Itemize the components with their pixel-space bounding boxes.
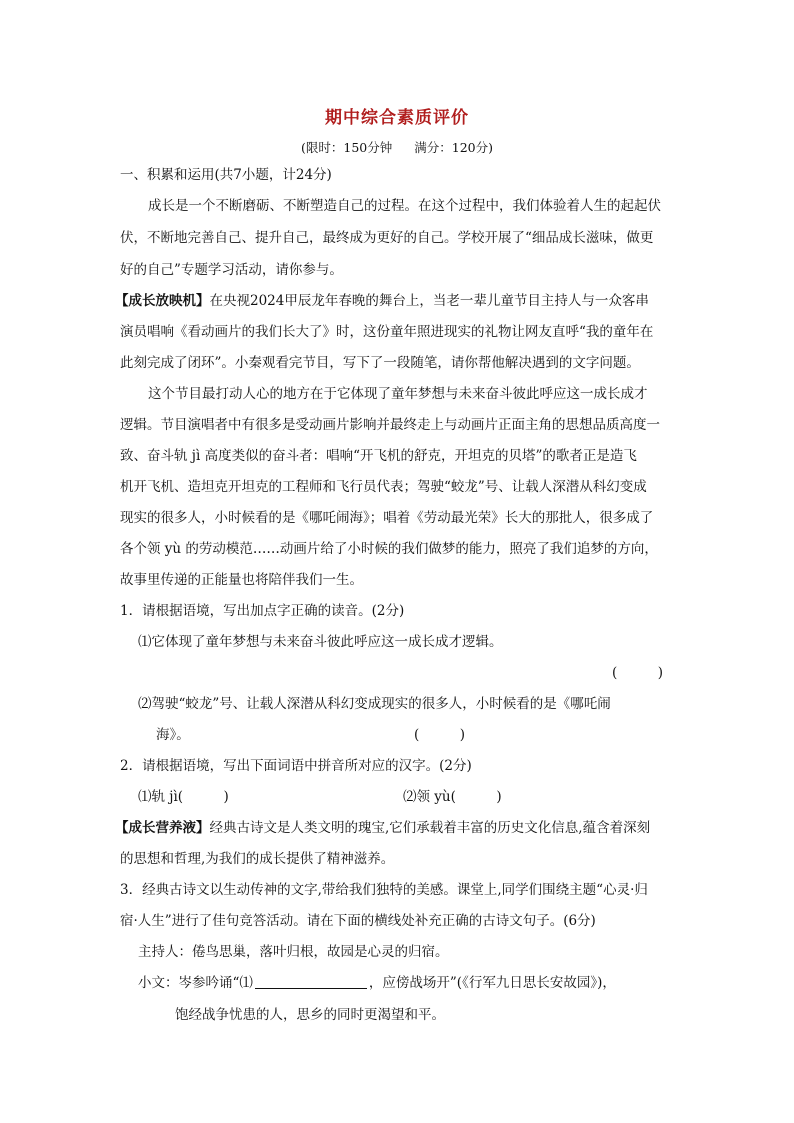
intro-line: 伏，不断地完善自己、提升自己，最终成为更好的自己。学校开展了“细品成长滋味，做更 xyxy=(120,230,654,246)
nutrient-paragraph xyxy=(115,818,675,838)
xiaowen-line xyxy=(138,973,698,993)
nutrient-line: 经典古诗文是人类文明的瑰宝,它们承载着丰富的历史文化信息,蕴含着深刻 xyxy=(209,820,651,836)
question-2-stem: 2．请根据语境，写出下面词语中拼音所对应的汉字。(2分) xyxy=(120,758,472,774)
full-score: 满分：120分) xyxy=(414,140,493,155)
essay-line: 各个领 yù 的劳动模范……动画片给了小时候的我们做梦的能力，照亮了我们追梦的方向， xyxy=(120,541,658,557)
question-2-item-2[interactable]: ⑵领 yù( ) xyxy=(403,789,502,805)
question-1-item-1: ⑴它体现了童年梦想与未来奋斗彼此呼应这一成长成才逻辑。 xyxy=(138,634,503,650)
time-limit: (限时：150分钟 xyxy=(301,140,393,155)
intro-line: 成长是一个不断磨砺、不断塑造自己的过程。在这个过程中，我们体验着人生的起起伏 xyxy=(148,198,661,214)
question-3-stem: 3．经典古诗文以生动传神的文字,带给我们独特的美感。课堂上,同学们围绕主题“心灵·归 xyxy=(120,882,648,898)
question-1-stem: 1．请根据语境，写出加点字正确的读音。(2分) xyxy=(120,603,405,619)
essay-line: 这个节目最打动人心的地方在于它体现了童年梦想与未来奋斗彼此呼应这一成长成才 xyxy=(148,386,648,402)
answer-paren[interactable]: ( ) xyxy=(414,727,466,743)
nutrient-label: 【成长营养液】 xyxy=(115,820,210,836)
film-line: 此刻完成了闭环”。小秦观看完节目，写下了一段随笔，请你帮他解决遇到的文字问题。 xyxy=(120,355,640,371)
xiaowen-prefix: 小文：岑参吟诵“⑴ xyxy=(138,975,253,991)
answer-blank[interactable] xyxy=(255,974,367,989)
host-line: 主持人：倦鸟思巢，落叶归根，故园是心灵的归宿。 xyxy=(138,944,449,960)
question-1-item-2-cont: 海》。 xyxy=(156,727,190,743)
essay-line: 故事里传递的正能量也将陪伴我们一生。 xyxy=(120,572,363,588)
film-label: 【成长放映机】 xyxy=(115,293,210,309)
xiaowen-suffix: ，应傍战场开”(《行军九日思长安故园》)， xyxy=(368,975,616,991)
question-2-item-1[interactable]: ⑴轨 jì( ) xyxy=(138,789,229,805)
film-paragraph xyxy=(115,291,675,311)
question-1-item-2: ⑵驾驶“蛟龙”号、让载人深潜从科幻变成现实的很多人，小时候看的是《哪吒闹 xyxy=(138,696,611,712)
essay-line: 逻辑。节目演唱者中有很多是受动画片影响并最终走上与动画片正面主角的思想品质高度一 xyxy=(120,417,660,433)
exam-info xyxy=(0,138,794,156)
essay-line: 机开飞机、造坦克开坦克的工程师和飞行员代表；驾驶“蛟龙”号、让载人深潜从科幻变成 xyxy=(120,479,647,495)
essay-line: 致、奋斗轨 jì 高度类似的奋斗者：唱响“开飞机的舒克，开坦克的贝塔”的歌者正是造飞 xyxy=(120,448,637,464)
film-line: 在央视2024甲辰龙年春晚的舞台上，当老一辈儿童节目主持人与一众客串 xyxy=(209,293,649,309)
xiaowen-cont: 饱经战争忧患的人，思乡的同时更渴望和平。 xyxy=(175,1007,445,1023)
section-heading: 一、积累和运用(共7小题，计24分) xyxy=(120,167,332,183)
film-line: 演员唱响《看动画片的我们长大了》时，这份童年照进现实的礼物让网友直呼“我的童年在 xyxy=(120,324,654,340)
page-title: 期中综合素质评价 xyxy=(325,108,469,128)
nutrient-line: 的思想和哲理,为我们的成长提供了精神滋养。 xyxy=(120,851,395,867)
intro-line: 好的自己”专题学习活动，请你参与。 xyxy=(120,262,343,278)
answer-paren[interactable]: ( ) xyxy=(612,665,664,681)
question-3-stem-cont: 宿·人生”进行了佳句竞答活动。请在下面的横线处补充正确的古诗文句子。(6分) xyxy=(120,913,596,929)
essay-line: 现实的很多人，小时候看的是《哪吒闹海》；唱着《劳动最光荣》长大的那批人，很多成了 xyxy=(120,510,654,526)
